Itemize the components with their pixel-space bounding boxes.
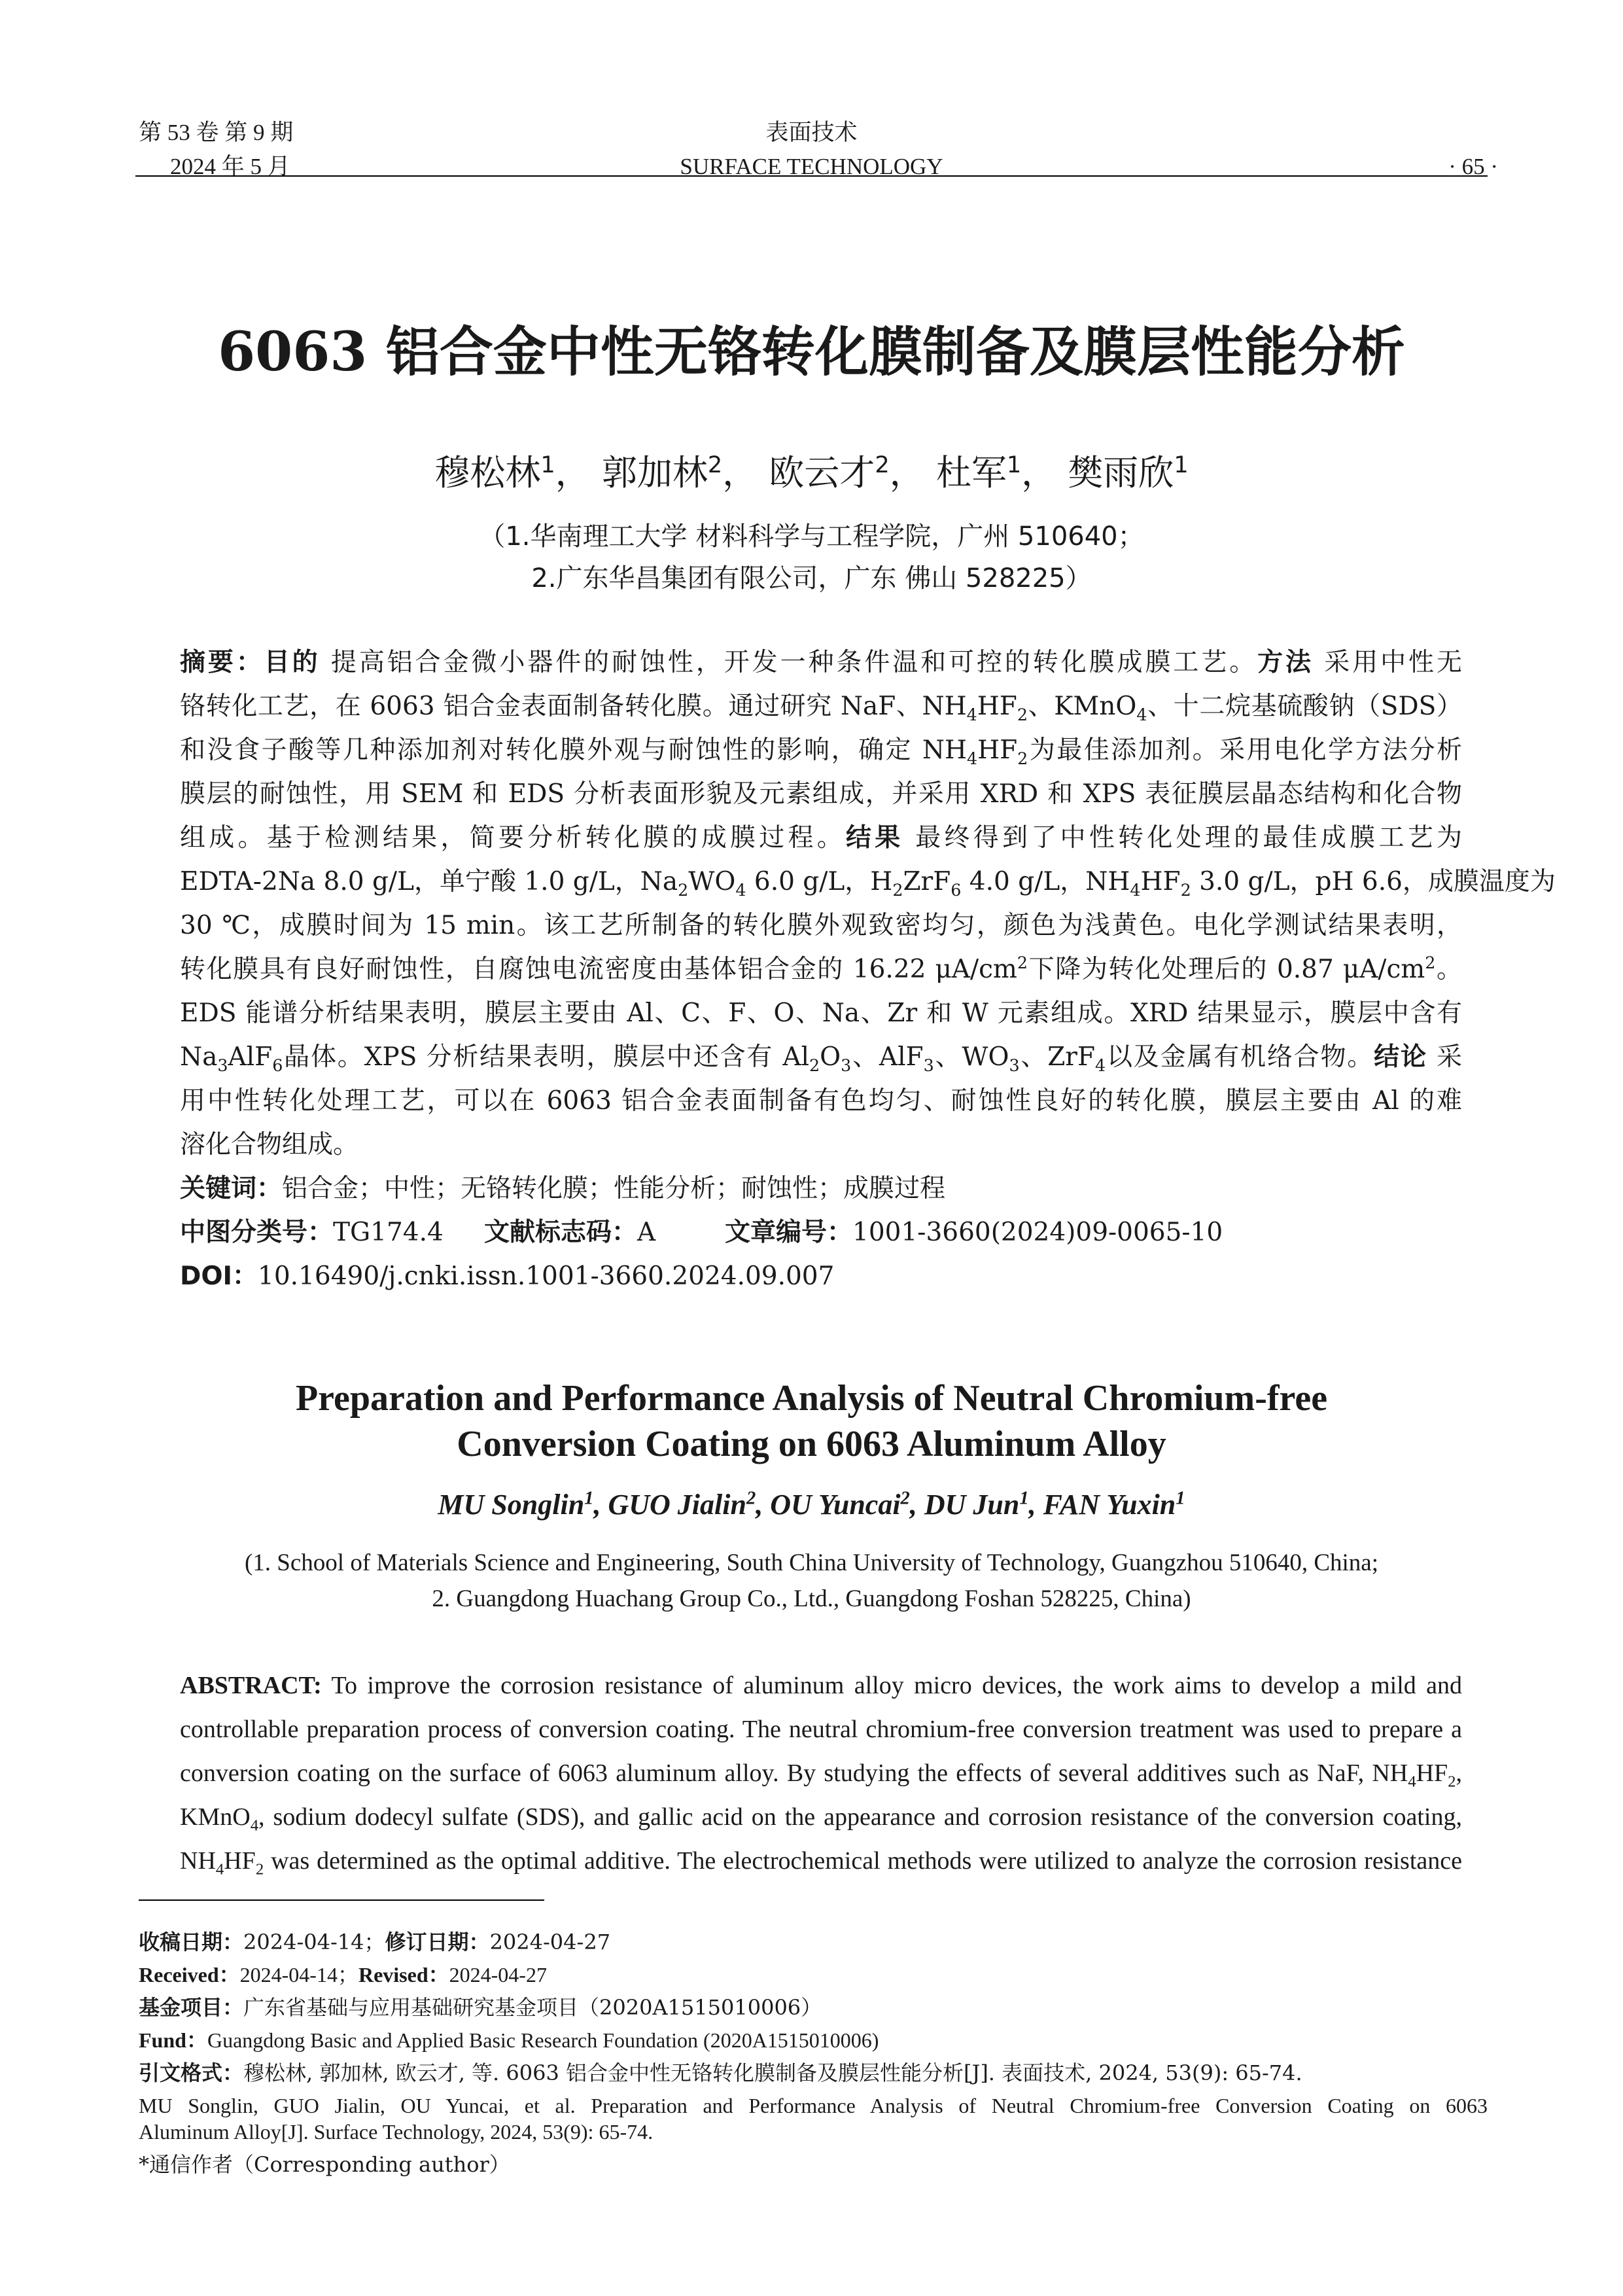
label: Revised： — [358, 1963, 449, 1987]
subscript: 2 — [1017, 748, 1028, 768]
cn-author-aff: 1 — [1174, 451, 1189, 478]
cn-authors: 穆松林$^1$， 郭加林$^2$， 欧云才$^2$， 杜军$^1$， 樊雨欣$^1$ — [434, 451, 1189, 493]
footnote-rule — [139, 1899, 544, 1901]
text: KMnO — [180, 1803, 251, 1831]
en-author: DU Jun — [924, 1489, 1020, 1521]
subscript: 2 — [1180, 879, 1191, 900]
text: 和没食子酸等几种添加剂对转化膜外观与耐蚀性的影响，确定 NH — [180, 735, 967, 765]
text: O — [820, 1042, 841, 1072]
subscript: 4 — [1136, 704, 1147, 724]
label: Fund： — [139, 2028, 207, 2052]
cn-author: 穆松林 — [434, 452, 541, 493]
en-author: FAN Yuxin — [1043, 1489, 1176, 1521]
header-date: 2024 年 5 月 — [170, 154, 290, 179]
cn-author: 欧云才 — [769, 452, 875, 493]
footnote-received-cn — [139, 1929, 610, 1955]
cn-abstract-line — [180, 953, 1462, 986]
cn-abstract-line — [180, 734, 1462, 767]
en-author-aff: 2 — [746, 1488, 756, 1509]
value: 2024-04-27 — [489, 1930, 611, 1954]
text: was determined as the optimal additive. The electrochemical methods were utilized to analyze the corrosion resistance — [264, 1847, 1462, 1875]
text: HF — [977, 692, 1017, 721]
en-author-aff: 1 — [1019, 1488, 1029, 1509]
document-code — [484, 1216, 655, 1249]
text: NH — [180, 1847, 216, 1875]
value: 2024-04-14； — [239, 1963, 358, 1987]
en-author-aff: 1 — [584, 1488, 594, 1509]
label: 修订日期： — [385, 1930, 490, 1954]
value: 广东省基础与应用基础研究基金项目（2020A1515010006） — [243, 1995, 822, 2020]
text: 转化膜具有良好耐蚀性，自腐蚀电流密度由基体铝合金的 16.22 μA/cm — [180, 955, 1017, 984]
en-authors: MU Songlin$^1$, GUO Jialin$^2$, OU Yuncai$^2$, DU Jun$^1$, FAN Yuxin$^1$ — [438, 1488, 1185, 1521]
text: 、ZrF — [1019, 1042, 1095, 1072]
doccode-value: A — [637, 1218, 656, 1247]
subscript: 4 — [735, 879, 746, 900]
text: 以及金属有机络合物。 — [1106, 1042, 1374, 1072]
text: 3.0 g/L，pH 6.6，成膜温度为 — [1191, 867, 1556, 896]
en-author: OU Yuncai — [770, 1489, 901, 1521]
subscript: 2 — [809, 1055, 820, 1075]
label: 收稿日期： — [139, 1930, 244, 1954]
result-label: 结果 — [846, 823, 904, 853]
footnote-cite-cn — [139, 2060, 1302, 2086]
footnote-corresponding: *通信作者（Corresponding author） — [139, 2152, 510, 2177]
keywords — [180, 1173, 945, 1205]
text: 为最佳添加剂。采用电化学方法分析 — [1028, 735, 1462, 765]
subscript: 2 — [1017, 704, 1028, 724]
header-rule — [135, 175, 1488, 177]
text: AlF — [228, 1042, 273, 1072]
en-abstract-line: controllable preparation process of conversion coating. The neutral chromium-free conversion treatment was used to prepare a — [180, 1716, 1462, 1743]
en-abstract-line — [180, 1757, 1462, 1790]
subscript: 4 — [966, 748, 978, 768]
text: 、十二烷基硫酸钠（SDS） — [1147, 692, 1462, 721]
en-abstract-line — [180, 1845, 1462, 1877]
en-affiliation-1: (1. School of Materials Science and Engineering, South China University of Technology, Guangzhou 510640, China; — [244, 1549, 1378, 1576]
keywords-label: 关键词： — [180, 1174, 283, 1203]
text: 提高铝合金微小器件的耐蚀性，开发一种条件温和可控的转化膜成膜工艺。 — [320, 648, 1258, 677]
clc-value: TG174.4 — [333, 1218, 444, 1247]
cn-abstract-line: 膜层的耐蚀性，用 SEM 和 EDS 分析表面形貌及元素组成，并采用 XRD 和 XPS 表征膜层晶态结构和化合物 — [180, 779, 1462, 809]
cn-author-aff: 2 — [707, 451, 723, 478]
label: 引文格式： — [139, 2060, 244, 2085]
cn-abstract-line: 30 ℃，成膜时间为 15 min。该工艺所制备的转化膜外观致密均匀，颜色为浅黄色。电化学测试结果表明， — [180, 911, 1462, 940]
text: 采用中性无 — [1313, 648, 1462, 677]
cn-abstract-line — [180, 690, 1462, 723]
purpose-label: 目的 — [264, 648, 321, 677]
cn-abstract-line — [180, 646, 1462, 679]
text: 4.0 g/L，NH — [961, 867, 1130, 896]
doccode-label: 文献标志码： — [484, 1218, 638, 1247]
subscript: 2 — [892, 879, 903, 900]
cn-author: 郭加林 — [601, 452, 708, 493]
cn-abstract-line: 溶化合物组成。 — [180, 1130, 359, 1159]
text: 、KMnO — [1027, 692, 1137, 721]
superscript: 2 — [1017, 953, 1028, 972]
cn-abstract-line — [180, 1041, 1462, 1074]
value: 2024-04-14； — [243, 1930, 385, 1954]
cn-affiliation-2: 2.广东华昌集团有限公司，广东 佛山 528225） — [531, 563, 1092, 593]
label: Received： — [139, 1963, 240, 1987]
text: HF — [1140, 867, 1181, 896]
subscript: 4 — [1130, 879, 1141, 900]
value: 2024-04-27 — [449, 1963, 547, 1987]
footnote-received-en — [139, 1962, 547, 1988]
subscript: 2 — [255, 1860, 264, 1879]
header-journal-en: SURFACE TECHNOLOGY — [680, 154, 943, 179]
cn-author: 杜军 — [935, 452, 1007, 493]
text: EDTA-2Na 8.0 g/L，单宁酸 1.0 g/L，Na — [180, 867, 678, 896]
cn-author: 樊雨欣 — [1068, 452, 1174, 493]
header-volume-issue: 第 53 卷 第 9 期 — [139, 120, 294, 145]
en-author-aff: 1 — [1176, 1488, 1185, 1509]
text: ZrF — [903, 867, 951, 896]
text: conversion coating on the surface of 6063 aluminum alloy. By studying the effects of several additives such as NaF, NH — [180, 1759, 1408, 1787]
doi — [180, 1260, 834, 1293]
subscript: 4 — [215, 1860, 224, 1879]
cn-author-aff: 1 — [540, 451, 555, 478]
subscript: 4 — [1095, 1055, 1106, 1075]
label: 基金项目： — [139, 1995, 244, 2020]
subscript: 2 — [678, 879, 689, 900]
cn-author-aff: 1 — [1006, 451, 1022, 478]
subscript: 3 — [841, 1055, 852, 1075]
text: HF — [224, 1847, 256, 1875]
en-abstract-label: ABSTRACT: — [180, 1672, 322, 1699]
subscript: 2 — [1448, 1773, 1456, 1791]
abstract-label: 摘要： — [180, 648, 264, 677]
subscript: 6 — [951, 879, 962, 900]
en-abstract-line — [180, 1669, 1462, 1702]
clc-label: 中图分类号： — [180, 1218, 334, 1247]
en-author: MU Songlin — [438, 1489, 585, 1521]
classification-line — [180, 1216, 444, 1249]
header-journal-cn: 表面技术 — [765, 120, 858, 146]
text: Na — [180, 1042, 218, 1072]
text: 组成。基于检测结果，简要分析转化膜的成膜过程。 — [180, 823, 846, 853]
text: HF — [1416, 1759, 1448, 1787]
en-author: GUO Jialin — [608, 1489, 746, 1521]
text: 最终得到了中性转化处理的最佳成膜工艺为 — [903, 823, 1462, 853]
text: 铬转化工艺，在 6063 铝合金表面制备转化膜。通过研究 NaF、NH — [180, 692, 967, 721]
method-label: 方法 — [1257, 648, 1314, 677]
cn-author-aff: 2 — [875, 451, 890, 478]
en-title-line-1: Preparation and Performance Analysis of Neutral Chromium-free — [295, 1378, 1328, 1419]
value: Guangdong Basic and Applied Basic Research Foundation (2020A1515010006) — [207, 2028, 879, 2052]
cn-abstract-line: 用中性转化处理工艺，可以在 6063 铝合金表面制备有色均匀、耐蚀性良好的转化膜，膜层主要由 Al 的难 — [180, 1086, 1462, 1116]
text: To improve the corrosion resistance of aluminum alloy micro devices, the work aims to develop a mild and — [321, 1672, 1462, 1699]
superscript: 2 — [1425, 953, 1436, 972]
subscript: 4 — [250, 1816, 259, 1835]
doi-label: DOI： — [180, 1262, 258, 1291]
en-author-aff: 2 — [900, 1488, 910, 1509]
footnote-fund-en — [139, 2027, 879, 2053]
cn-abstract-line — [180, 822, 1462, 855]
text: , sodium dodecyl sulfate (SDS), and gallic acid on the appearance and corrosion resistance of the conversion coating, — [258, 1803, 1462, 1831]
en-abstract-line — [180, 1801, 1462, 1833]
article-label: 文章编号： — [725, 1218, 853, 1247]
text: WO — [688, 867, 736, 896]
keywords-value: 铝合金；中性；无铬转化膜；性能分析；耐蚀性；成膜过程 — [282, 1174, 946, 1203]
cn-abstract-line — [180, 866, 1556, 900]
footnote-fund-cn — [139, 1994, 822, 2021]
subscript: 4 — [1408, 1773, 1416, 1791]
subscript: 3 — [923, 1055, 934, 1075]
header-page-number: · 65 · — [1448, 154, 1498, 179]
text: 6.0 g/L，H — [746, 867, 893, 896]
en-title-line-2: Conversion Coating on 6063 Aluminum Alloy — [457, 1424, 1166, 1464]
text: 、AlF — [851, 1042, 924, 1072]
subscript: 3 — [1009, 1055, 1020, 1075]
subscript: 3 — [217, 1055, 228, 1075]
doi-value: 10.16490/j.cnki.issn.1001-3660.2024.09.007 — [258, 1262, 835, 1291]
value: 穆松林, 郭加林, 欧云才, 等. 6063 铝合金中性无铬转化膜制备及膜层性能分析[J]. 表面技术, 2024, 53(9): 65-74. — [243, 2060, 1302, 2085]
text: 。 — [1435, 955, 1462, 984]
text: 下降为转化处理后的 0.87 μA/cm — [1028, 955, 1425, 984]
article-number — [725, 1216, 1223, 1249]
text: 晶体。XPS 分析结果表明，膜层中还含有 Al — [283, 1042, 810, 1072]
article-value: 1001-3660(2024)09-0065-10 — [852, 1218, 1223, 1247]
text: , — [1456, 1759, 1462, 1787]
en-affiliation-2: 2. Guangdong Huachang Group Co., Ltd., Guangdong Foshan 528225, China) — [432, 1585, 1191, 1612]
text: HF — [977, 735, 1018, 765]
footnote-cite-en-1: MU Songlin, GUO Jialin, OU Yuncai, et al. Preparation and Performance Analysis of Neutral Chromium-free Conversion Coating on 6063 — [139, 2094, 1488, 2117]
subscript: 4 — [966, 704, 977, 724]
text: 采 — [1427, 1042, 1462, 1072]
cn-affiliation-1: （1.华南理工大学 材料科学与工程学院，广州 510640； — [479, 521, 1144, 552]
cn-abstract-line: EDS 能谱分析结果表明，膜层主要由 Al、C、F、O、Na、Zr 和 W 元素组成。XRD 结果显示，膜层中含有 — [180, 998, 1462, 1028]
text: 、WO — [934, 1042, 1009, 1072]
conclusion-label: 结论 — [1374, 1042, 1427, 1072]
cn-title: 6063 铝合金中性无铬转化膜制备及膜层性能分析 — [218, 321, 1405, 383]
footnote-cite-en-2: Aluminum Alloy[J]. Surface Technology, 2024, 53(9): 65-74. — [139, 2120, 654, 2144]
subscript: 6 — [272, 1055, 283, 1075]
